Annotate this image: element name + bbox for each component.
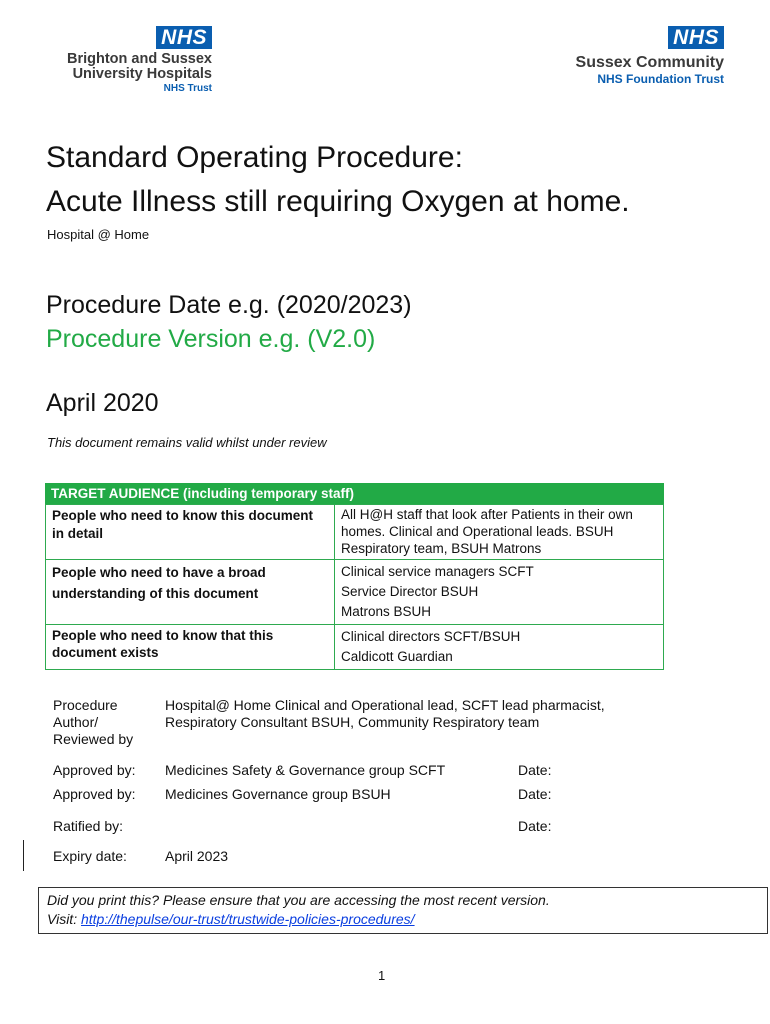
policies-link[interactable]: http://thepulse/our-trust/trustwide-policies-procedures/ [80, 911, 415, 927]
procedure-version: Procedure Version e.g. (V2.0) [46, 325, 376, 353]
print-notice-visit [47, 910, 759, 929]
print-notice-box [38, 887, 768, 934]
expiry-date-label: Expiry date: [53, 848, 127, 864]
approved-date-1: Date: [518, 762, 552, 778]
validity-note: This document remains valid whilst under review [47, 435, 327, 450]
procedure-date: Procedure Date e.g. (2020/2023) [46, 291, 412, 319]
scft-logo [520, 26, 724, 86]
scft-logo-line1: Sussex Community [575, 54, 724, 71]
expiry-date-value: April 2023 [165, 848, 229, 864]
approved-by-label-2: Approved by: [53, 786, 136, 802]
audience-label: People who need to know that this document exists [46, 625, 335, 670]
author-label: Procedure Author/ Reviewed by [53, 697, 134, 747]
print-notice-text: Did you print this? Please ensure that you are accessing the most recent version. [47, 892, 550, 908]
document-title-line2: Acute Illness still requiring Oxygen at home. [46, 185, 630, 218]
nhs-logo-badge-left: NHS [156, 26, 212, 49]
audience-value: Matrons BSUH [341, 604, 432, 619]
page-number: 1 [378, 968, 386, 983]
table-row [46, 625, 664, 670]
approved-by-label-1: Approved by: [53, 762, 136, 778]
target-audience-header: TARGET AUDIENCE (including temporary staff) [45, 483, 664, 504]
document-subtitle: Hospital @ Home [47, 227, 150, 242]
table-row [46, 560, 664, 625]
audience-value: All H@H staff that look after Patients in their own homes. Clinical and Operational leads. BSUH Respiratory team, BSUH Matrons [335, 505, 664, 560]
author-value: Hospital@ Home Clinical and Operational lead, SCFT lead pharmacist, Respiratory Consultant BSUH, Community Respiratory team [165, 697, 605, 730]
table-row [46, 505, 664, 560]
audience-label: People who need to know this document in detail [46, 505, 335, 560]
scft-logo-sub: NHS Foundation Trust [597, 72, 724, 86]
document-title-line1: Standard Operating Procedure: [46, 141, 463, 174]
revision-bar [23, 840, 24, 871]
ratified-date: Date: [518, 818, 552, 834]
approved-by-value-1: Medicines Safety & Governance group SCFT [165, 762, 446, 778]
procedure-month: April 2020 [46, 389, 159, 417]
visit-label: Visit: [47, 911, 81, 927]
nhs-logo-badge-right: NHS [668, 26, 724, 49]
audience-label: People who need to have a broad understanding of this document [46, 560, 335, 625]
bsuh-logo-line1: Brighton and Sussex [66, 51, 212, 67]
bsuh-logo-line2: University Hospitals [72, 66, 212, 82]
target-audience-table [45, 483, 664, 670]
bsuh-logo [40, 26, 212, 95]
ratified-by-label: Ratified by: [53, 818, 124, 834]
audience-value: Service Director BSUH [341, 584, 479, 599]
approved-by-value-2: Medicines Governance group BSUH [165, 786, 391, 802]
audience-value: Caldicott Guardian [341, 649, 453, 664]
bsuh-logo-sub: NHS Trust [163, 83, 212, 94]
audience-value: Clinical directors SCFT/BSUH [341, 629, 521, 644]
audience-rows [45, 504, 664, 670]
approved-date-2: Date: [518, 786, 552, 802]
audience-value: Clinical service managers SCFT [341, 564, 534, 579]
